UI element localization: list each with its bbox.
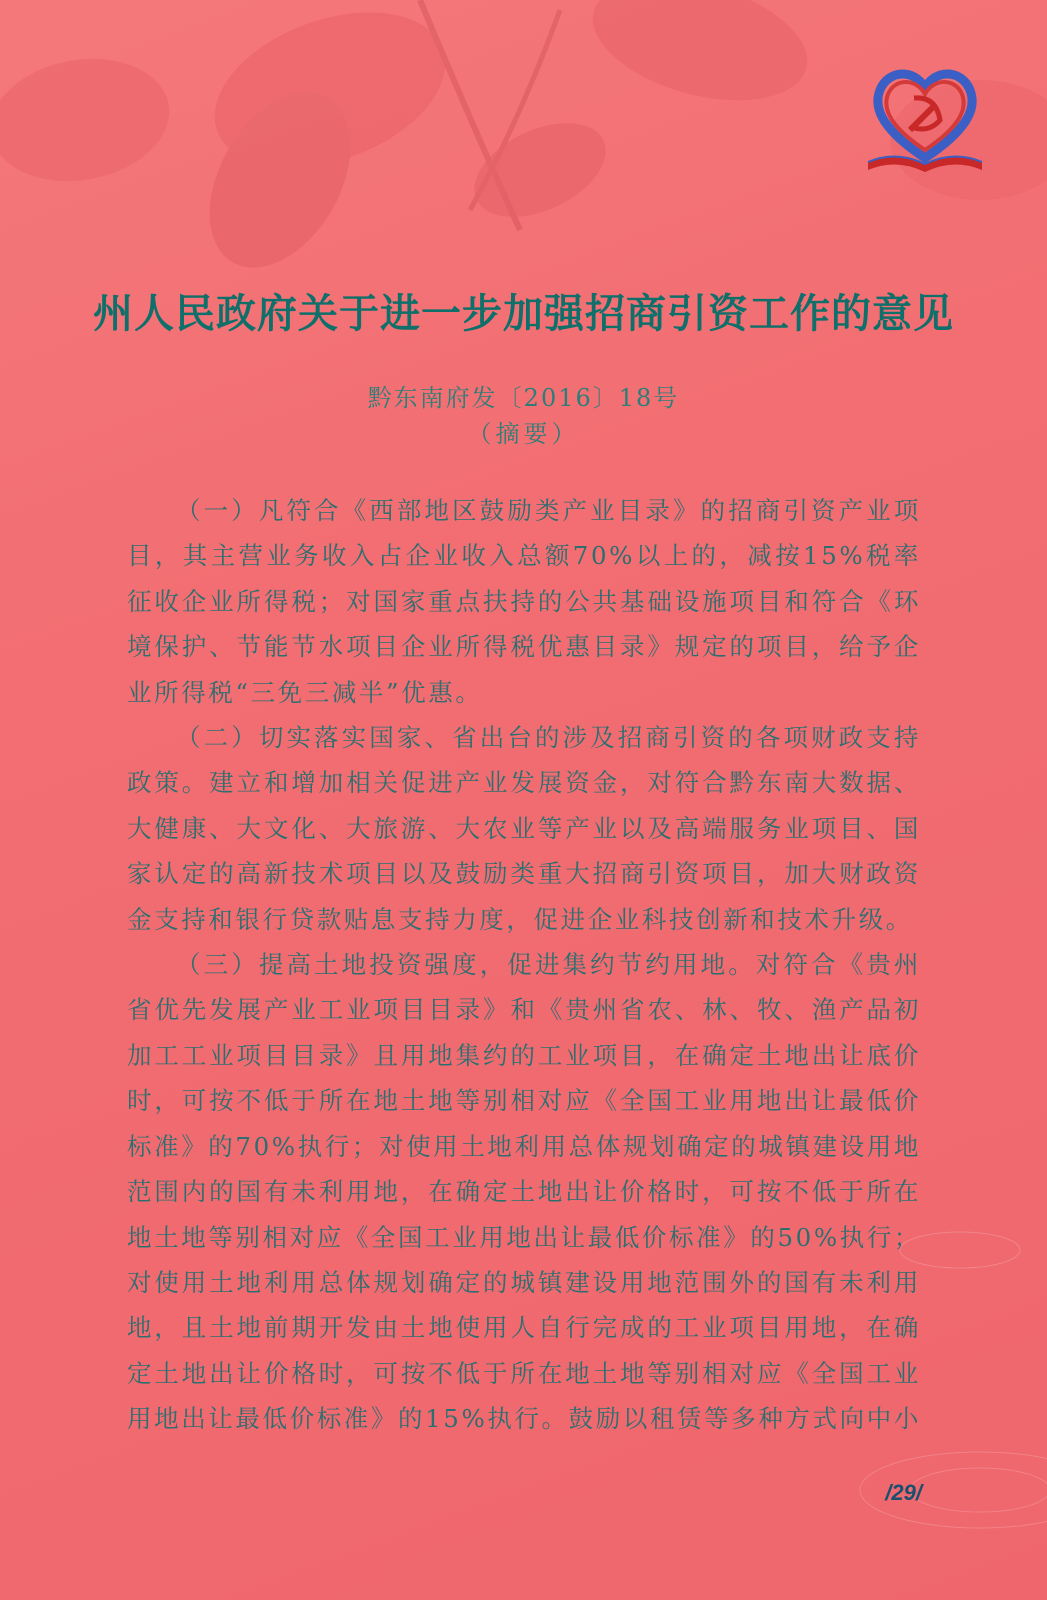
abstract-label: （摘要）: [467, 420, 580, 448]
page-number: /29/: [885, 1480, 922, 1505]
document-body: [127, 488, 921, 1442]
paragraph-2: （二）切实落实国家、省出台的涉及招商引资的各项财政支持政策。建立和增加相关促进产业发展资金，对符合黔东南大数据、大健康、大文化、大旅游、大农业等产业以及高端服务业项目、国家认定的高新技术项目以及鼓励类重大招商引资项目，加大财政资金支持和银行贷款贴息支持力度，促进企业科技创新和技术升级。: [127, 723, 921, 934]
document-number: 黔东南府发〔2016〕18号: [367, 384, 680, 412]
paragraph-1: （一）凡符合《西部地区鼓励类产业目录》的招商引资产业项目，其主营业务收入占企业收入总额70%以上的，减按15%税率征收企业所得税；对国家重点扶持的公共基础设施项目和符合《环境保护、节能节水项目企业所得税优惠目录》规定的项目，给予企业所得税“三免三减半”优惠。: [127, 496, 921, 707]
party-emblem-icon: [866, 58, 984, 176]
paragraph-3: （三）提高土地投资强度，促进集约节约用地。对符合《贵州省优先发展产业工业项目目录》和《贵州省农、林、牧、渔产品初加工工业项目目录》且用地集约的工业项目，在确定土地出让底价时，可按不低于所在地土地等别相对应《全国工业用地出让最低价标准》的70%执行；对使用土地利用总体规划确定的城镇建设用地范围内的国有未利用地，在确定土地出让价格时，可按不低于所在地土地等别相对应《全国工业用地出让最低价标准》的50%执行；对使用土地利用总体规划确定的城镇建设用地范围外的国有未利用地，且土地前期开发由土地使用人自行完成的工业项目用地，在确定土地出让价格时，可按不低于所在地土地等别相对应《全国工业用地出让最低价标准》的15%执行。鼓励以租赁等多种方式向中小: [127, 950, 921, 1434]
document-title: 州人民政府关于进一步加强招商引资工作的意见: [93, 290, 954, 337]
